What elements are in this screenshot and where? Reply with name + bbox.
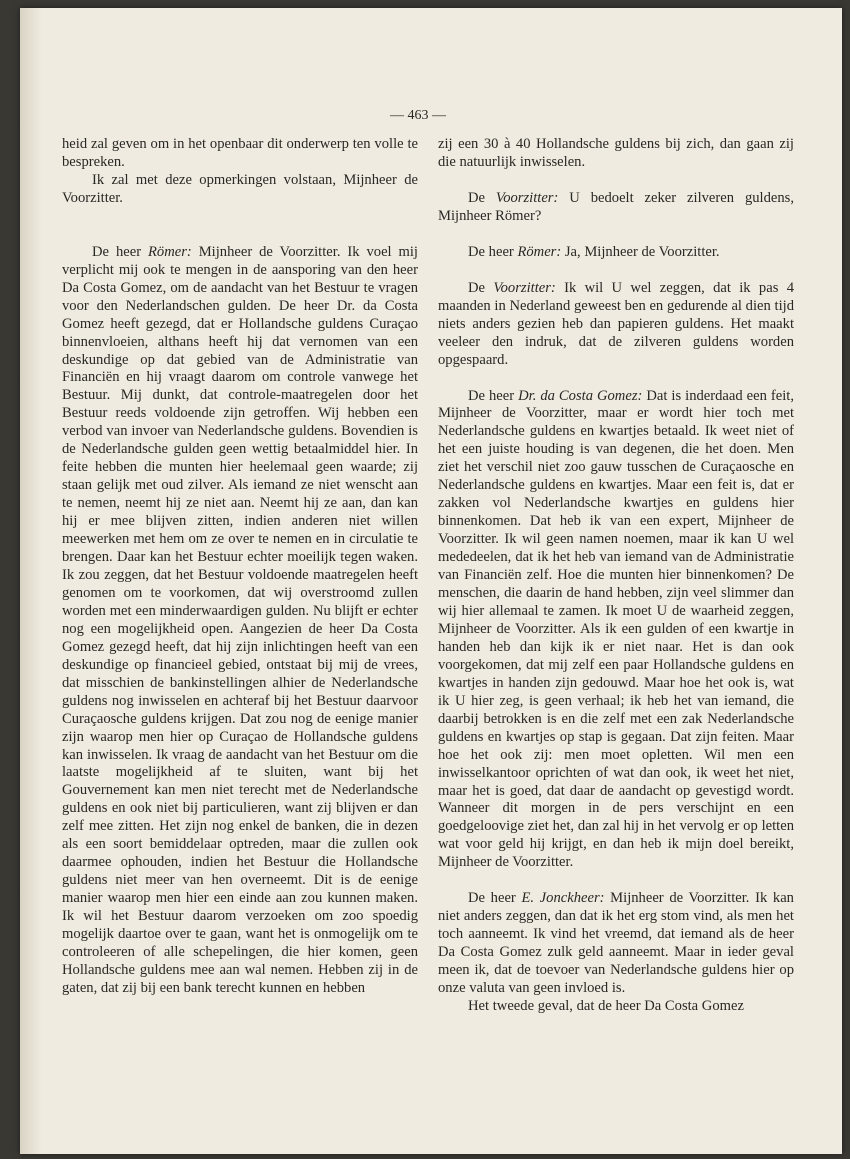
- speech-prefix: De heer: [92, 243, 148, 260]
- speech-jonckheer: [438, 890, 794, 998]
- left-column: [62, 136, 418, 998]
- speech-romer: [62, 244, 418, 998]
- speech-romer: [438, 244, 794, 262]
- page-fold-shadow: [20, 8, 42, 1154]
- speech-text: Mijnheer de Voorzitter. Ik voel mij verplicht mij ook te mengen in de aansporing van den heer Da Costa Gomez, om de aandacht van het Bestuur te vragen voor den Nederlandschen gulden. De heer Dr. da Costa Gomez heeft gezegd, dat er Hollandsche guldens Curaçao binnenvloeien, althans heeft hij dat vernomen van een deskundige op dat gebied van de Administratie van Financiën en hij vraagt daarom om controle vanwege het Bestuur. Mij dunkt, dat controle-maatregelen door het Bestuur reeds voldoende zijn getroffen. Wij hebben een verbod van invoer van Nederlandsche guldens. Bovendien is de Nederlandsche gulden geen wettig betaalmiddel hier. In feite hebben die munten hier heelemaal geen waarde; zij staan gelijk met oud zilver. Als iemand ze niet wenscht aan te nemen, neemt hij ze niet aan. Neemt hij ze aan, dan kan hij er mee blijven zitten, indien anderen niet willen meewerken met hem om ze over te nemen en in circulatie te brengen. Daar kan het Bestuur echter moeilijk tegen waken. Ik zou zeggen, dat het Bestuur voldoende maatregelen heeft genomen om te voorkomen, dat wij overstroomd zullen worden met een minderwaardigen gulden. Nu blijft er echter nog een mogelijkheid open. Aangezien de heer Da Costa Gomez gezegd heeft, dat hij zijn inlichtingen heeft van een deskundige op financieel gebied, ontstaat bij mij de vrees, dat misschien de bankinstellingen alhier de Nederlandsche guldens nog inwisselen en achteraf bij het Bestuur daarvoor Curaçaosche guldens krijgen. Dat zou nog de eenige manier zijn waarop men hier op Curaçao de Hollandsche guldens kan inwisselen. Ik vraag de aandacht van het Bestuur om die laatste mogelijkheid af te sluiten, want bij het Gouvernement kan men niet terecht met de Nederlandsche guldens en ook niet bij particulieren, want zij blijven er dan zelf mee zitten. Het zijn nog enkel de banken, die in dezen als een soort bemiddelaar optreden, maar die zullen ook daarmee ophouden, indien het Bestuur die Hollandsche guldens niet meer van hen overneemt. Dit is de eenige manier waarop men hier een einde aan zou kunnen maken. Ik wil het Bestuur daarom verzoeken om zoo spoedig mogelijk daartoe over te gaan, want het is onmogelijk om te controleeren of alle schepelingen, die hier komen, geen Hollandsche guldens mee aan wal nemen. Hebben zij in de gaten, dat zij bij een bank terecht kunnen en hebben: [62, 243, 418, 996]
- speaker-name: Voorzitter:: [493, 279, 556, 296]
- speech-prefix: De heer: [468, 243, 518, 260]
- speaker-name: Voorzitter:: [495, 189, 559, 206]
- paragraph: heid zal geven om in het openbaar dit onderwerp ten volle te bespreken.: [62, 136, 418, 170]
- speech-text: Ik wil U wel zeggen, dat ik pas 4 maanden in Nederland geweest ben en gedurende al dien tijd niets anders gezien heb dan papieren guldens. Het maakt veeleer den indruk, dat de zilveren guldens worden opgespaard.: [438, 279, 794, 368]
- paragraph: zij een 30 à 40 Hollandsche guldens bij zich, dan gaan zij die natuurlijk inwisselen.: [438, 136, 794, 170]
- speech-voorzitter: [438, 280, 794, 370]
- right-column: [438, 136, 794, 1016]
- speech-prefix: De heer: [468, 387, 519, 404]
- speech-text: Mijnheer de Voorzitter. Ik kan niet anders zeggen, dan dat ik het erg stom vind, als men het toch aanneemt. Ik vind het vreemd, dat iemand als de heer Da Costa Gomez zulk geld aanneemt. Maar in ieder geval meen ik, dat de toevoer van Nederlandsche guldens hier op onze valuta van geen invloed is.: [438, 890, 794, 997]
- paragraph: Het tweede geval, dat de heer Da Costa Gomez: [468, 997, 744, 1014]
- speech-voorzitter: [438, 190, 794, 226]
- speaker-name: Römer:: [517, 243, 562, 260]
- page-number: — 463 —: [390, 108, 446, 123]
- speech-text: Dat is inderdaad een feit, Mijnheer de Voorzitter, maar er wordt hier toch met Nederlandsche guldens en kwartjes betaald. Ik weet niet of het een juiste houding is van degenen, die het doen. Men ziet het verschil niet zoo gauw tusschen de Curaçaosche en Nederlandsche guldens en kwartjes. Maar een feit is, dat er zakken vol Nederlandsche kwartjes en guldens hier binnenkomen. Dat heb ik van een expert, Mijnheer de Voorzitter. Ik wil geen namen noemen, maar ik kan U wel mededeelen, dat ik het heb van iemand van de Administratie van Financiën zelf. Hoe die munten hier binnenkomen? De menschen, die daarin de hand hebben, zijn veel slimmer dan wij hier allemaal te zamen. Ik moet U de waarheid zeggen, Mijnheer de Voorzitter. Als ik een gulden of een kwartje in handen heb dan kijk ik er niet naar. Het is dan ook voorgekomen, dat mij zelf een paar Hollandsche guldens en kwartjes in handen zijn gedouwd. Maar hoe het ook is, wat ik U hier zeg, is geen verhaal; ik heb het van iemand, die daarbij betrokken is en die zelf met een zak Nederlandsche guldens en kwartjes op stap is gegaan. Dat zijn feiten. Maar hoe het ook zij: men moet opletten. Wil men een inwisselkantoor oprichten of wat dan ook, ik weet het niet, maar het is goed, dat daar de aandacht op gevestigd wordt. Wanneer dit morgen in de pers verschijnt en een goedgeloovige ziet het, dan zal hij in het vervolg er op letten wat voor geld hij krijgt, en dan heb ik mijn doel bereikt, Mijnheer de Voorzitter.: [438, 387, 794, 871]
- speech-text: U bedoelt zeker zilveren guldens, Mijnheer Römer?: [438, 189, 794, 224]
- speech-da-costa-gomez: [438, 388, 794, 873]
- speech-prefix: De heer: [468, 890, 522, 907]
- speaker-name: Römer:: [147, 243, 192, 260]
- speech-text: Ja, Mijnheer de Voorzitter.: [561, 243, 720, 260]
- paragraph: Ik zal met deze opmerkingen volstaan, Mijnheer de Voorzitter.: [62, 171, 418, 206]
- document-page: [20, 8, 842, 1154]
- speaker-name: Dr. da Costa Gomez:: [518, 387, 643, 404]
- speech-prefix: De: [468, 279, 494, 296]
- speech-prefix: De: [468, 189, 496, 206]
- speaker-name: E. Jonckheer:: [521, 890, 605, 907]
